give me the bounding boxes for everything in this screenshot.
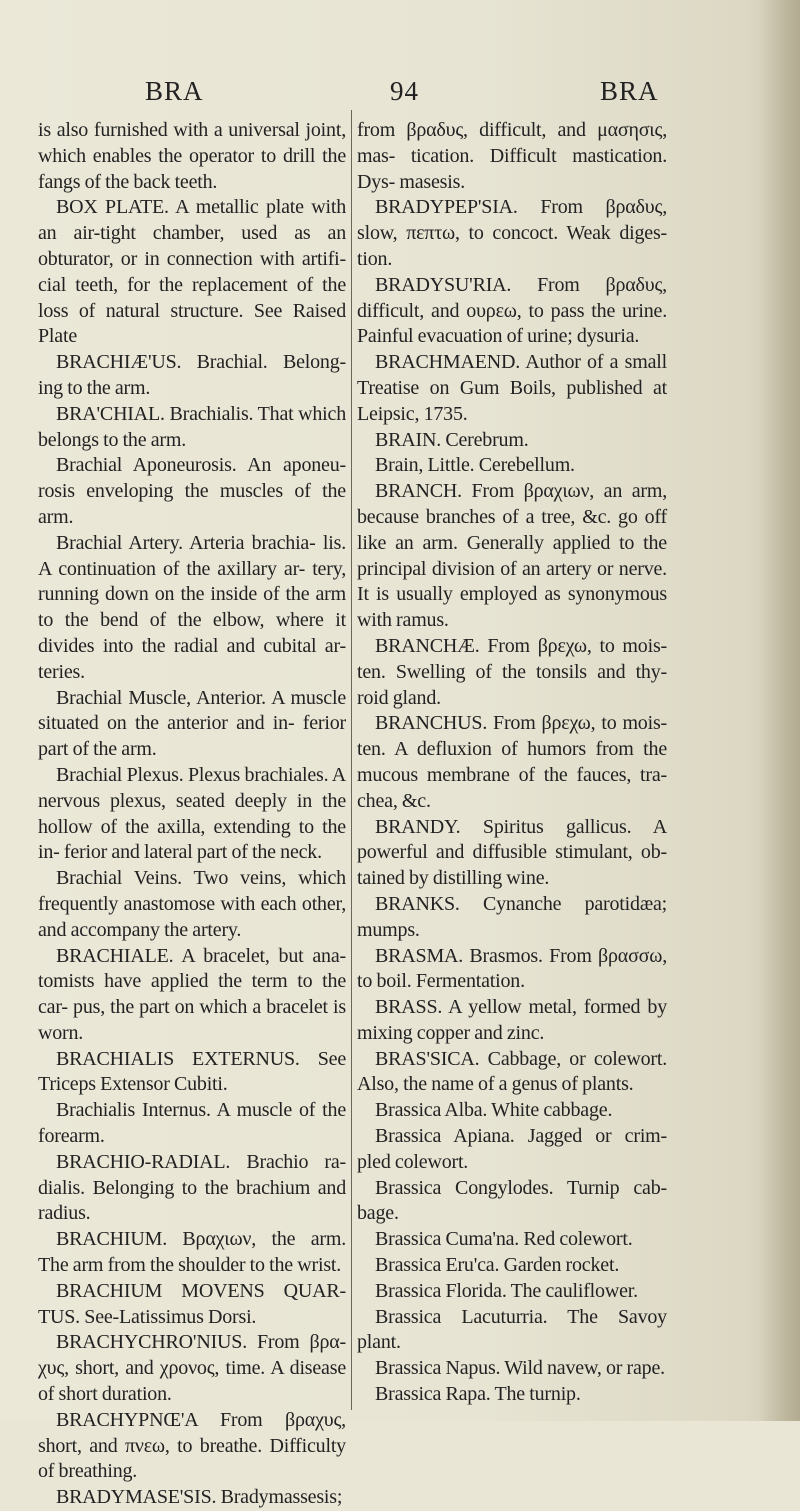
- entry-paragraph: BRACHIO-RADIAL. Brachio ra- dialis. Belonging to the brachium and radius.: [38, 1150, 346, 1225]
- entry-paragraph: BRACHIALIS EXTERNUS. See Triceps Extensor Cubiti.: [38, 1047, 346, 1096]
- entry-paragraph: Brassica Lacuturria. The Savoy plant.: [357, 1305, 667, 1354]
- entry-paragraph: BRACHMAEND. Author of a small Treatise on Gum Boils, published at Leipsic, 1735.: [357, 351, 667, 425]
- entry-paragraph: BRACHIÆ'US. Brachial. Belong- ing to the arm.: [38, 351, 346, 399]
- right-column: [357, 118, 667, 1408]
- entry-paragraph: from βραδυς, difficult, and μασησις, mas- tication. Difficult mastication. Dys- masesis.: [357, 119, 667, 193]
- entry-paragraph: BRANKS. Cynanche parotidæa; mumps.: [357, 892, 667, 941]
- page-number: 94: [390, 76, 419, 106]
- entry-paragraph: Brassica Apiana. Jagged or crim- pled colewort.: [357, 1125, 667, 1173]
- entry-paragraph: Brassica Congylodes. Turnip cab- bage.: [357, 1176, 667, 1225]
- entry-paragraph: Brachial Veins. Two veins, which frequently anastomose with each other, and accompany the artery.: [38, 867, 346, 941]
- column-divider: [351, 110, 352, 1410]
- entry-paragraph: Brachialis Internus. A muscle of the forearm.: [38, 1099, 346, 1148]
- entry-paragraph: BRADYSU'RIA. From βραδυς, difficult, and ουρεω, to pass the urine. Painful evacuation of urine; dysuria.: [357, 273, 667, 348]
- entry-paragraph: Brassica Eru'ca. Garden rocket.: [375, 1254, 620, 1277]
- entry-paragraph: BRACHIUM MOVENS QUAR- TUS. See-Latissimus Dorsi.: [38, 1279, 346, 1328]
- entry-paragraph: BRACHIUM. Βραχιων, the arm. The arm from the shoulder to the wrist.: [38, 1228, 346, 1277]
- entry-paragraph: Brassica Cuma'na. Red colewort.: [375, 1228, 633, 1251]
- entry-paragraph: BOX PLATE. A metallic plate with an air-tight chamber, used as an obturator, or in connection with artifi- cial teeth, for the replacement of the loss of natural structure. See Raised Plate: [38, 196, 346, 348]
- entry-paragraph: BRASS. A yellow metal, formed by mixing copper and zinc.: [357, 996, 667, 1044]
- page-edge-shadow: [760, 0, 800, 1421]
- entry-paragraph: Brachial Aponeurosis. An aponeu- rosis enveloping the muscles of the arm.: [38, 454, 346, 528]
- entry-paragraph: BRANCHUS. From βρεχω, to mois- ten. A defluxion of humors from the mucous membrane of the fauces, tra- chea, &c.: [357, 712, 667, 812]
- entry-paragraph: Brassica Napus. Wild navew, or rape.: [375, 1357, 665, 1380]
- entry-paragraph: Brachial Muscle, Anterior. A muscle situated on the anterior and in- ferior part of the arm.: [38, 686, 346, 761]
- entry-paragraph: BRANDY. Spiritus gallicus. A powerful and diffusible stimulant, ob- tained by distilling wine.: [357, 815, 667, 890]
- entry-paragraph: Brachial Plexus. Plexus brachiales. A nervous plexus, seated deeply in the hollow of the axilla, extending to the in- ferior and lateral part of the neck.: [38, 763, 346, 864]
- entry-paragraph: BRANCH. From βραχιων, an arm, because branches of a tree, &c. go off like an arm. Generally applied to the principal division of an artery or nerve. It is usually employed as synonymous with ramus.: [357, 480, 667, 632]
- entry-paragraph: BRACHIALE. A bracelet, but ana- tomists have applied the term to the car- pus, the part on which a bracelet is worn.: [38, 944, 346, 1044]
- entry-paragraph: BRACHYPNŒ'A From βραχυς, short, and πνεω, to breathe. Difficulty of breathing.: [38, 1408, 346, 1483]
- running-header: [0, 76, 800, 116]
- entry-paragraph: BRAS'SICA. Cabbage, or colewort. Also, the name of a genus of plants.: [357, 1047, 667, 1096]
- entry-paragraph: BRACHYCHRO'NIUS. From βρα- χυς, short, and χρονος, time. A disease of short duration.: [38, 1331, 346, 1406]
- entry-paragraph: Brassica Alba. White cabbage.: [375, 1099, 613, 1122]
- entry-paragraph: Brain, Little. Cerebellum.: [375, 454, 575, 477]
- entry-paragraph: Brachial Artery. Arteria brachia- lis. A continuation of the axillary ar- tery, running down on the inside of the arm to the bend of the elbow, where it divides into the radial and cubital ar- teries.: [38, 531, 346, 683]
- header-left-guide-word: BRA: [145, 76, 204, 106]
- left-column: [38, 118, 346, 1511]
- entry-paragraph: BRADYMASE'SIS. Bradymassesis;: [56, 1486, 343, 1509]
- entry-paragraph: is also furnished with a universal joint, which enables the operator to drill the fangs of the back teeth.: [38, 119, 346, 193]
- entry-paragraph: Brassica Florida. The cauliflower.: [375, 1279, 638, 1302]
- entry-paragraph: BRANCHÆ. From βρεχω, to mois- ten. Swelling of the tonsils and thy- roid gland.: [357, 634, 667, 709]
- entry-paragraph: Brassica Rapa. The turnip.: [375, 1383, 581, 1406]
- entry-paragraph: BRA'CHIAL. Brachialis. That which belongs to the arm.: [38, 402, 346, 451]
- entry-paragraph: BRAIN. Cerebrum.: [375, 428, 529, 451]
- entry-paragraph: BRADYPEP'SIA. From βραδυς, slow, πεπτω, to concoct. Weak diges- tion.: [357, 196, 667, 270]
- header-right-guide-word: BRA: [600, 76, 659, 106]
- entry-paragraph: BRASMA. Brasmos. From βρασσω, to boil. Fermentation.: [357, 944, 667, 993]
